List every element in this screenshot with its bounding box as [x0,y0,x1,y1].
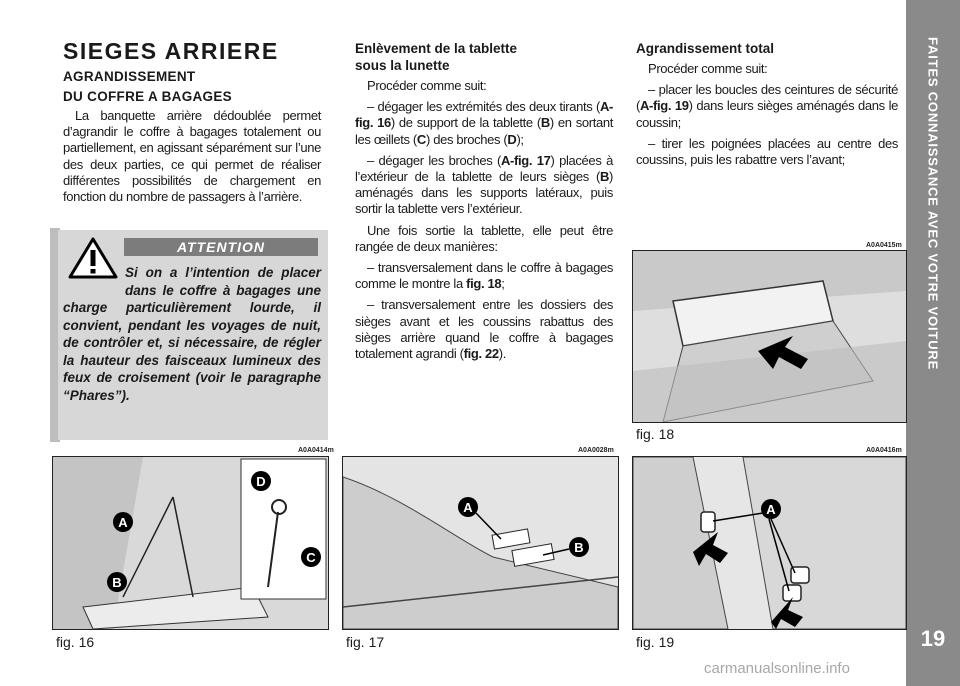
heading-line2: sous la lunette [355,58,450,73]
label-b: B [112,575,122,590]
step-2: – dégager les broches (A-fig. 17) placées à l’extérieur de la tablette de leurs sièges (B) aménagés dans les supports latéraux, puis sortir la tablette vers l’extérieur. [355,152,613,217]
warning-title: ATTENTION [124,238,318,256]
procedure-intro-total: Procéder comme suit: [648,61,768,76]
label-c: C [306,550,316,565]
figure-18-image [632,250,907,423]
figure-code: A0A0416m [866,447,902,454]
label-a: A [766,502,776,517]
subsection-title-line2: DU COFFRE A BAGAGES [63,89,232,104]
figure-caption: fig. 18 [636,426,675,442]
figure-caption: fig. 17 [346,634,385,650]
label-b: B [574,540,584,555]
procedure-intro: Procéder comme suit: [367,78,487,93]
intro-paragraph: La banquette arrière dédoublée permet d’agrandir le coffre à bagages totalement ou partiellement, en agissant séparément sur l’une des deux parties, ce qui permet de réaliser différentes possibilités de chargement en fonction du nombre de passagers à l’arrière. [63,108,321,205]
heading-total: Agrandissement total [636,41,775,56]
figure-code: A0A0414m [298,447,334,454]
storage-option-1: – transversalement dans le coffre à bagages comme le montre la fig. 18; [355,260,613,292]
page-number: 19 [920,626,946,651]
total-step-1: – placer les boucles des ceintures de sécurité (A-fig. 19) dans leurs sièges aménagés dans le coussin; [636,82,898,130]
storage-intro: Une fois sortie la tablette, elle peut être rangée de deux manières: [355,222,613,254]
warning-text: Si on a l’intention de placer dans le coffre à bagages une charge particulièrement lourde, il convient, pendant les voyages de nuit, de contrôler et, si nécessaire, de régler la hauteur des faisceaux lumineux des feux de croisement (voir le paragraphe “Phares”). [63,265,321,403]
subsection-title-line1: AGRANDISSEMENT [63,69,196,84]
step-1: – dégager les extrémités des deux tirants (A-fig. 16) de support de la tablette (B) en sortant les œillets (C) des broches (D); [355,99,613,147]
heading-line1: Enlèvement de la tablette [355,41,518,56]
figure-17-image [342,456,619,630]
figure-caption: fig. 16 [56,634,95,650]
label-d: D [256,474,266,489]
label-a: A [463,500,473,515]
figure-code: A0A0415m [866,242,902,249]
figure-16-image [52,456,329,630]
column-3 [636,40,898,168]
section-title: SIEGES ARRIERE [63,38,279,64]
total-step-2: – tirer les poignées placées au centre des coussins, puis les rabattre vers l’avant; [636,135,898,168]
figure-code: A0A0028m [578,447,614,454]
figure-19-image [632,456,907,630]
watermark: carmanualsonline.info [704,660,850,677]
column-1 [63,38,321,205]
figure-caption: fig. 19 [636,634,675,650]
label-a: A [118,515,128,530]
column-2 [355,40,613,362]
storage-option-2: – transversalement entre les dossiers des sièges avant et les coussins rabattus des sièges arrière quand le coffre à bagages totalement agrandi (fig. 22). [355,297,613,362]
